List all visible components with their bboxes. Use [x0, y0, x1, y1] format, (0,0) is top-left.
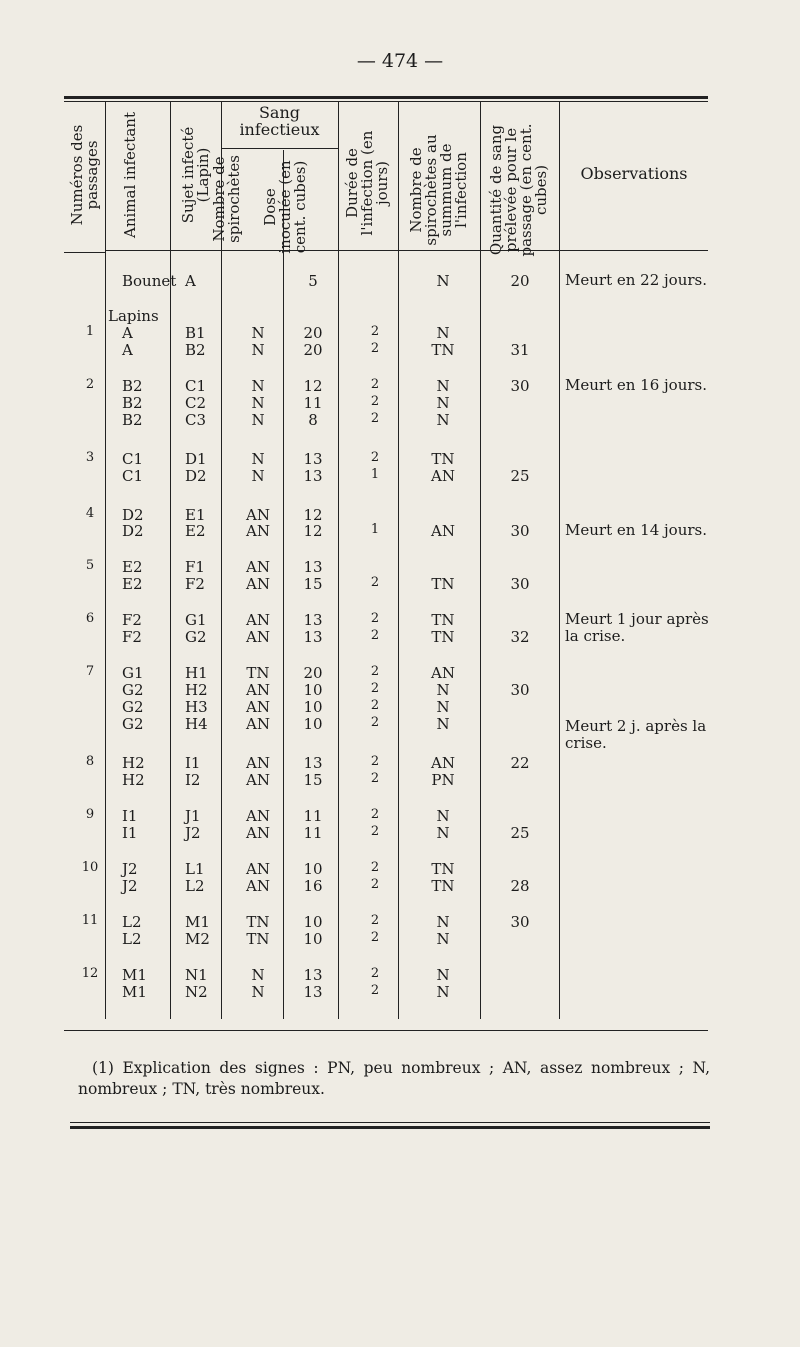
row-nombre: N [251, 450, 265, 468]
row-animal: M1 [122, 966, 147, 984]
col-divider [559, 102, 560, 1019]
row-sujet: C1 [185, 377, 207, 395]
row-spirochetes: N [436, 913, 450, 931]
row-dose: 12 [303, 377, 323, 395]
row-dose: 13 [303, 628, 323, 646]
row-number: 6 [85, 611, 95, 626]
row-sujet: H1 [185, 664, 208, 682]
page-number: — 474 — [356, 50, 444, 72]
row-duree: 2 [370, 930, 380, 945]
row-spirochetes: TN [431, 628, 455, 646]
row-duree: 2 [370, 611, 380, 626]
row-spirochetes: TN [431, 450, 455, 468]
row-quantite: 30 [510, 913, 530, 931]
row-nombre: TN [246, 913, 270, 931]
row-duree: 2 [370, 754, 380, 769]
row-sujet: B1 [185, 324, 206, 342]
col-divider [338, 102, 339, 1019]
row-duree: 2 [370, 394, 380, 409]
row-sujet: N1 [185, 966, 208, 984]
row-sujet: I2 [185, 771, 201, 789]
bottom-rule [70, 1122, 710, 1123]
header-animal: Animal infectant [121, 112, 139, 238]
row-sujet: M2 [185, 930, 210, 948]
row-nombre: AN [246, 681, 270, 699]
row-dose: 13 [303, 611, 323, 629]
row-dose: 20 [303, 664, 323, 682]
row-animal: J2 [122, 860, 138, 878]
row-sujet: F2 [185, 575, 205, 593]
row-nombre: N [251, 411, 265, 429]
observation-g: Meurt 1 jour après la crise. [565, 610, 709, 645]
row-duree: 2 [370, 698, 380, 713]
row-animal: G1 [122, 664, 144, 682]
header-dose: Dose inoculée (en cent. cubes) [261, 160, 309, 254]
row-nombre: N [251, 324, 265, 342]
row-dose: 10 [303, 913, 323, 931]
row-duree: 2 [370, 324, 380, 339]
header-rule [64, 252, 105, 253]
row-spirochetes: N [436, 824, 450, 842]
footnote: (1) Explication des signes : PN, peu nombreux ; AN, assez nombreux ; N, nombreux ; TN, très nombreux. [78, 1059, 710, 1098]
row-spirochetes: AN [431, 664, 455, 682]
row-animal: C1 [122, 467, 144, 485]
row-duree: 2 [370, 341, 380, 356]
row-animal: A [122, 324, 133, 342]
row-spirochetes: N [436, 377, 450, 395]
row-animal: G2 [122, 715, 144, 733]
top-rule-thin [64, 101, 708, 102]
row-sujet: L2 [185, 877, 205, 895]
row-sujet: F1 [185, 558, 205, 576]
row-duree: 2 [370, 681, 380, 696]
row-spirochetes: AN [431, 522, 455, 540]
row-nombre: AN [246, 628, 270, 646]
row-nombre: AN [246, 558, 270, 576]
header-sujet: Sujet infecté (Lapin) [179, 126, 212, 224]
row-duree: 2 [370, 807, 380, 822]
row-nombre: N [251, 467, 265, 485]
table-bottom-rule [64, 1030, 708, 1031]
observation-h4: Meurt 2 j. après la crise. [565, 717, 707, 752]
top-rule [64, 96, 708, 99]
row-dose: 20 [303, 341, 323, 359]
row-animal: J2 [122, 877, 138, 895]
row-nombre: N [251, 394, 265, 412]
col-divider [170, 102, 171, 1019]
row-spirochetes: N [436, 272, 450, 290]
row-duree: 2 [370, 411, 380, 426]
row-dose: 15 [303, 575, 323, 593]
row-quantite: 20 [510, 272, 530, 290]
row-number: 1 [85, 324, 95, 339]
row-dose: 10 [303, 681, 323, 699]
row-nombre: TN [246, 664, 270, 682]
row-dose: 10 [303, 860, 323, 878]
row-duree: 1 [370, 522, 380, 537]
row-nombre: AN [246, 877, 270, 895]
row-spirochetes: TN [431, 611, 455, 629]
row-nombre: AN [246, 575, 270, 593]
row-sujet: G1 [185, 611, 207, 629]
row-animal: L2 [122, 913, 142, 931]
row-animal: M1 [122, 983, 147, 1001]
row-dose: 5 [308, 272, 318, 290]
row-nombre: N [251, 341, 265, 359]
row-animal: C1 [122, 450, 144, 468]
header-observations: Observations [580, 164, 688, 183]
row-duree: 2 [370, 877, 380, 892]
row-spirochetes: PN [431, 771, 455, 789]
row-sujet: B2 [185, 341, 206, 359]
row-number: 9 [85, 807, 95, 822]
row-number: 12 [81, 966, 99, 981]
row-spirochetes: TN [431, 860, 455, 878]
row-animal: H2 [122, 754, 145, 772]
row-quantite: 30 [510, 522, 530, 540]
row-sujet: L1 [185, 860, 205, 878]
row-nombre: N [251, 983, 265, 1001]
row-dose: 13 [303, 450, 323, 468]
row-spirochetes: N [436, 698, 450, 716]
row-sujet: H2 [185, 681, 208, 699]
row-nombre: AN [246, 824, 270, 842]
row-animal: B2 [122, 411, 143, 429]
row-quantite: 32 [510, 628, 530, 646]
row-number: 2 [85, 377, 95, 392]
row-quantite: 28 [510, 877, 530, 895]
row-spirochetes: N [436, 411, 450, 429]
row-duree: 2 [370, 771, 380, 786]
row-spirochetes: N [436, 807, 450, 825]
row-animal: B2 [122, 377, 143, 395]
row-spirochetes: TN [431, 575, 455, 593]
row-animal: Bounet [122, 272, 177, 290]
row-sujet: D2 [185, 467, 207, 485]
row-sujet: J1 [185, 807, 201, 825]
row-animal: E2 [122, 575, 143, 593]
row-dose: 20 [303, 324, 323, 342]
row-spirochetes: N [436, 966, 450, 984]
row-spirochetes: N [436, 715, 450, 733]
row-animal: D2 [122, 522, 144, 540]
row-duree: 2 [370, 966, 380, 981]
row-sujet: G2 [185, 628, 207, 646]
row-duree: 2 [370, 715, 380, 730]
row-quantite: 30 [510, 575, 530, 593]
row-animal: G2 [122, 698, 144, 716]
row-sujet: N2 [185, 983, 208, 1001]
row-dose: 13 [303, 983, 323, 1001]
row-spirochetes: N [436, 930, 450, 948]
row-dose: 12 [303, 506, 323, 524]
row-spirochetes: AN [431, 467, 455, 485]
row-nombre: AN [246, 715, 270, 733]
col-divider [480, 102, 481, 1019]
row-animal: G2 [122, 681, 144, 699]
row-nombre: AN [246, 860, 270, 878]
row-animal: F2 [122, 628, 142, 646]
row-dose: 10 [303, 715, 323, 733]
row-duree: 2 [370, 913, 380, 928]
row-nombre: AN [246, 698, 270, 716]
row-duree: 1 [370, 467, 380, 482]
row-dose: 15 [303, 771, 323, 789]
row-sujet: E2 [185, 522, 206, 540]
row-sujet: C2 [185, 394, 207, 412]
header-quantite: Quantité de sang prélevée pour le passage (en cent. cubes) [487, 123, 550, 257]
row-spirochetes: N [436, 394, 450, 412]
row-spirochetes: N [436, 324, 450, 342]
row-dose: 10 [303, 930, 323, 948]
row-spirochetes: TN [431, 341, 455, 359]
row-duree: 2 [370, 664, 380, 679]
row-dose: 13 [303, 558, 323, 576]
row-sujet: H4 [185, 715, 208, 733]
row-quantite: 25 [510, 824, 530, 842]
row-dose: 13 [303, 754, 323, 772]
row-duree: 2 [370, 450, 380, 465]
col-divider [283, 150, 284, 1019]
row-dose: 11 [303, 394, 323, 412]
header-rule [105, 250, 708, 251]
row-nombre: AN [246, 771, 270, 789]
header-duree: Durée de l'infection (en jours) [343, 130, 391, 236]
row-spirochetes: AN [431, 754, 455, 772]
row-nombre: AN [246, 807, 270, 825]
row-duree: 2 [370, 628, 380, 643]
row-duree: 2 [370, 860, 380, 875]
header-sang-group: Sang infectieux [239, 103, 320, 139]
lapins-label: Lapins [108, 307, 159, 325]
row-nombre: AN [246, 522, 270, 540]
row-animal: H2 [122, 771, 145, 789]
row-dose: 8 [308, 411, 318, 429]
row-sujet: A [185, 272, 196, 290]
row-duree: 2 [370, 983, 380, 998]
row-dose: 16 [303, 877, 323, 895]
row-nombre: N [251, 966, 265, 984]
row-quantite: 25 [510, 467, 530, 485]
header-numeros: Numéros des passages [68, 124, 101, 226]
row-number: 3 [85, 450, 95, 465]
row-sujet: H3 [185, 698, 208, 716]
row-nombre: AN [246, 754, 270, 772]
row-spirochetes: TN [431, 877, 455, 895]
row-nombre: TN [246, 930, 270, 948]
row-observation: Meurt en 14 jours. [565, 521, 708, 539]
row-dose: 13 [303, 467, 323, 485]
row-quantite: 30 [510, 377, 530, 395]
row-spirochetes: N [436, 983, 450, 1001]
row-sujet: D1 [185, 450, 207, 468]
row-spirochetes: N [436, 681, 450, 699]
row-sujet: J2 [185, 824, 201, 842]
row-nombre: AN [246, 506, 270, 524]
row-sujet: I1 [185, 754, 201, 772]
row-dose: 10 [303, 698, 323, 716]
row-number: 11 [81, 913, 99, 928]
row-number: 8 [85, 754, 95, 769]
row-animal: L2 [122, 930, 142, 948]
row-number: 5 [85, 558, 95, 573]
row-quantite: 22 [510, 754, 530, 772]
header-nombre-spirochetes: Nombre de spirochètes [210, 155, 243, 243]
row-animal: I1 [122, 807, 138, 825]
row-animal: A [122, 341, 133, 359]
row-dose: 11 [303, 824, 323, 842]
header-spirochetes-summum: Nombre de spirochètes au summum de l'infection [407, 134, 470, 246]
row-observation: Meurt en 16 jours. [565, 376, 708, 394]
row-dose: 13 [303, 966, 323, 984]
row-sujet: M1 [185, 913, 210, 931]
row-quantite: 30 [510, 681, 530, 699]
row-number: 7 [85, 664, 95, 679]
row-dose: 12 [303, 522, 323, 540]
bottom-rule-thick [70, 1126, 710, 1129]
row-sujet: E1 [185, 506, 206, 524]
row-animal: F2 [122, 611, 142, 629]
row-animal: I1 [122, 824, 138, 842]
row-duree: 2 [370, 377, 380, 392]
row-observation: Meurt en 22 jours. [565, 271, 708, 289]
row-animal: B2 [122, 394, 143, 412]
row-number: 4 [85, 506, 95, 521]
row-dose: 11 [303, 807, 323, 825]
row-animal: D2 [122, 506, 144, 524]
row-duree: 2 [370, 824, 380, 839]
row-number: 10 [81, 860, 99, 875]
row-animal: E2 [122, 558, 143, 576]
row-quantite: 31 [510, 341, 530, 359]
row-nombre: N [251, 377, 265, 395]
row-sujet: C3 [185, 411, 207, 429]
row-duree: 2 [370, 575, 380, 590]
row-nombre: AN [246, 611, 270, 629]
